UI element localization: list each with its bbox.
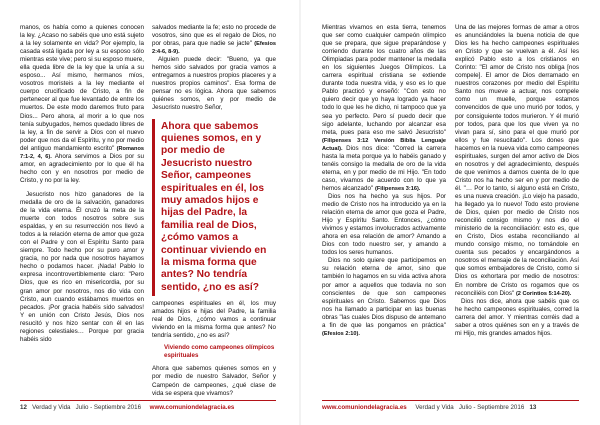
body-paragraph: Dios nos ha hecho ya sus hijos. Por medio de Cristo nos ha introducido ya en la relación eterna de amor que goza el Padre, Hijo y Espíritu Santo. Entonces, ¿cómo vivimos y estamos involucrados activamente ahora en esa relación de amor? Amando a Dios con todo nuestro ser, y amando a todos los seres humanos. bbox=[322, 192, 446, 257]
footer-rule-right bbox=[322, 400, 579, 401]
footer-left: 12 Verdad y Vida Julio - Septiembre 2016 www.comuniondelagracia.es bbox=[20, 404, 235, 411]
body-paragraph: Alguien puede decir: "Bueno, ya que hemos sido salvados por gracia vamos a entregarnos a nuestros propios placeres y a nuestros propios caminos". Esa forma de pensar no es lógica. Ahora que sabemos quiénes somos, en y por medio de Jesucristo nuestro Señor, bbox=[152, 56, 276, 112]
footer-url[interactable]: www.comuniondelagracia.es bbox=[322, 404, 407, 411]
body-paragraph: Jesucristo nos hizo ganadores de la medalla de oro de la salvación, ganadores de la vida eterna. Él cruzó la meta de la muerte con todos nosotros sobre sus espaldas, y en su resurrección nos llevó a todos a la relación eterna de amor que goza con el Padre y con el Espíritu Santo para siempre. Todo hecho por su puro amor y gracia, no por nada que nosotros hayamos hecho o podamos hacer. ¡Nada! Pablo lo expresa incontrovertiblemente claro: "Pero Dios, que es rico en misericordia, por su gran amor por nosotros, nos dio vida con Cristo, aun cuando estábamos muertos en pecados. ¡Por gracia habéis sido salvados! Y en unión con Cristo Jesús, Dios nos resucitó y nos hizo sentar con él en las regiones celestiales… Porque por gracia habéis sido bbox=[20, 190, 144, 343]
footer-right: www.comuniondelagracia.es Verdad y Vida Julio - Septiembre 2016 13 bbox=[322, 404, 537, 411]
left-column-2 bbox=[152, 24, 276, 398]
body-paragraph: campeones espirituales en él, los muy amados hijos e hijas del Padre, la familia real de Dios, ¿cómo vamos a continuar viviendo en la misma forma que antes? No tendría sentido, ¿no es así? bbox=[152, 300, 276, 340]
footer-url[interactable]: www.comuniondelagracia.es bbox=[149, 404, 235, 411]
page-gutter bbox=[299, 0, 301, 425]
body-paragraph: Dios nos dice, ahora que sabéis que os he hecho campeones espirituales, corred la carrera del amor. Y mientras corréis dad a saber a otros quiénes son en y a través de mi Hijo, mis grandes amados hijos. bbox=[455, 297, 579, 337]
footer-rule-left bbox=[20, 400, 276, 401]
body-paragraph: Una de las mejores formas de amar a otros es anunciándoles la buena noticia de que Dios les ha hecho campeones espirituales en Cristo y que se vuelvan a él. Así les explicó Pablo esto a los cristianos en Corinto: "El amor de Cristo nos obliga [nos compele]. El amor de Dios derramado en nuestros corazones por medio del Espíritu Santo nos mueve a actuar, nos compele como un muelle, porque estamos convencidos de que uno murió por todos, y por consiguiente todos murieron. Y él murió por todos, para que los que viven ya no vivan para sí, sino para el que murió por ellos y fue resucitado". Los dones que hacemos en la nueva vida como campeones espirituales, surgen del amor activo de Dios en nosotros y del agradecimiento, después de que venimos a darnos cuenta de lo que Cristo nos ha hecho ser en y por medio de él. "… Por lo tanto, si alguno está en Cristo, es una nueva creación. ¡Lo viejo ha pasado, ha llegado ya lo nuevo! Todo esto proviene de Dios, quien por medio de Cristo nos reconcilió consigo mismo y nos dio el ministerio de la reconciliación: esto es, que en Cristo, Dios estaba reconciliando al mundo consigo mismo, no tomándole en cuenta sus pecados y encargándonos a nosotros el mensaje de la reconciliación. Así que somos embajadores de Cristo, como si Dios os exhortara por medio de nosotros: En nombre de Cristo os rogamos que os reconciliéis con Dios" (2 Corintios 5:14-20). bbox=[455, 24, 579, 297]
right-column-1 bbox=[322, 24, 446, 338]
body-paragraph: Mientras vivamos en esta tierra, tenemos que ser como cualquier campeón olímpico que se prepara, que sigue preparándose y corriendo durante los cuatro años de las Olimpiadas para poder mantener la medalla en los siguientes Juegos Olímpicos. La carrera espiritual cristiana se extiende durante toda nuestra vida, y eso es lo que Pablo practicó y enseñó: "Con esto no quiero decir que yo haya logrado ya hacer todo lo que les he dicho, ni tampoco que ya sea yo perfecto. Pero sí puedo decir que sigo adelante, luchando por alcanzar esa meta, pues para eso me salvó Jesucristo" (Filipenses 3:12 Versión Biblia Lenguaje Actual). Dios nos dice: "Corred la carrera hasta la meta porque ya lo habéis ganado y tenéis consigo la medalla de oro de la vida eterna, en y por medio de mi Hijo. "En todo caso, vivamos de acuerdo con lo que ya hemos alcanzado" (Filipenses 3:16). bbox=[322, 24, 446, 192]
section-subheading: Viviendo como campeones olímpicos espirituales bbox=[164, 344, 275, 360]
body-paragraph: salvados mediante la fe; esto no procede de vosotros, sino que es el regalo de Dios, no por obras, para que nadie se jacte" (Efesios 2:4-6, 8-9). bbox=[152, 24, 276, 56]
body-paragraph: Dios no solo quiere que participemos en su relación eterna de amor, sino que también lo hagamos en su vida activa ahora por amor a aquellos que todavía no son conscientes de que son campeones espirituales en Cristo. Sabemos que Dios nos ha llamado a participar en las buenas obras "las cuales Dios dispuso de antemano a fin de que las pongamos en práctica" (Efesios 2:10). bbox=[322, 257, 446, 337]
left-column-1 bbox=[20, 24, 144, 344]
body-paragraph: manos, os había como a quienes conocen la ley. ¿Acaso no sabéis que uno está sujeto a la ley solamente en vida? Por ejemplo, la casada está ligada por ley a su esposo sólo mientras este vive; pero si su esposo muere, ella queda libre de la ley que la unía a su esposo... Así mismo, hermanos míos, vosotros moristeis a la ley mediante el cuerpo crucificado de Cristo, a fin de pertenecer al que fue levantado de entre los muertos. De este modo daremos fruto para Dios... Pero ahora, al morir a lo que nos tenía subyugados, hemos quedado libres de la ley, a fin de servir a Dios con el nuevo poder que nos da el Espíritu, y no por medio del antiguo mandamiento escrito" (Romanos 7:1-2, 4, 6). Ahora servimos a Dios por su amor, en agradecimiento por lo que él ha hecho con y en nosotros por medio de Cristo, y no por la ley. bbox=[20, 24, 145, 184]
pull-quote: Ahora que sabemos quienes somos, en y por medio de Jesucristo nuestro Señor, campeones espirituales en él, los muy amados hijos e hijas del Padre, la familia real de Dios, ¿cómo vamos a continuar viviendo en la misma forma que antes? No tendría sentido, ¿no es así? bbox=[152, 119, 276, 297]
body-paragraph: Ahora que sabemos quienes somos en y por medio de nuestro Salvador, Señor y Campeón de campeones, ¿qué clase de vida se espera que vivamos? bbox=[152, 365, 276, 397]
right-column-2 bbox=[455, 24, 579, 338]
